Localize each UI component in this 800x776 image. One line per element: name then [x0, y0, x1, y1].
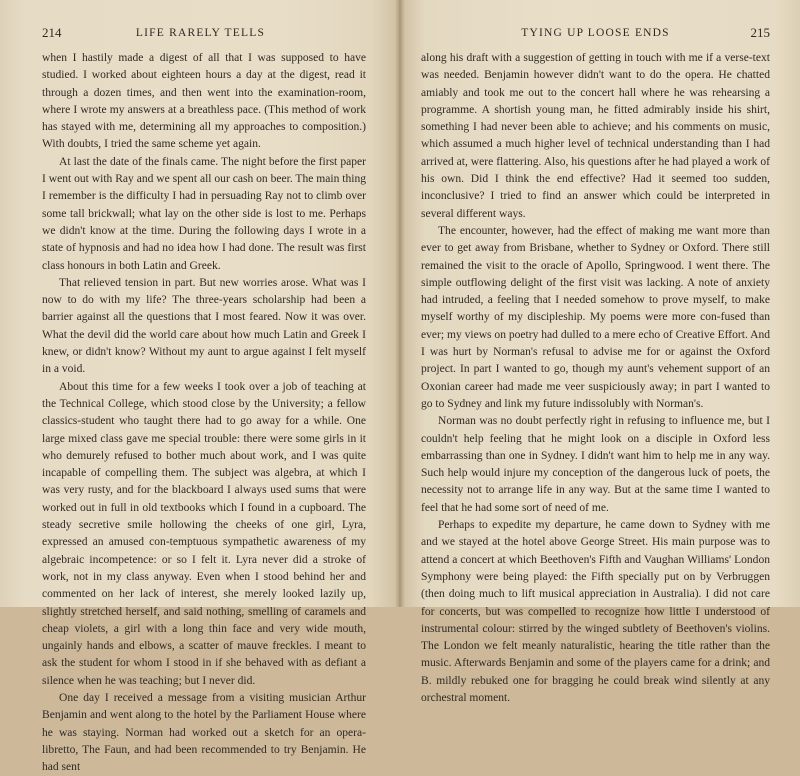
right-running-title: TYING UP LOOSE ENDS: [521, 27, 670, 39]
right-paragraph: The encounter, however, had the effect of making me want more than ever to get away from Brisbane, whether to Sydney or Oxford. There still remained the visit to the oracle of Apollo, Springwood. I went there. The simple outflowing delight of the first visit was lacking. A note of anxiety had intruded, a feeling that I needed somehow to prove myself, to make myself worthy of my discipleship. My poems were more con-fused than ever; my views on poetry had dulled to a mere echo of Creative Effort. And I was hurt by Norman's refusal to advise me for or against the Oxford project. In part I wanted to go, though my aunt's vehement support of an Oxonian career had made me veer suspiciously away; in part I wanted to go to Sydney and link my future indissolubly with Norman's.: [421, 224, 770, 410]
left-page-number: 214: [42, 25, 62, 40]
left-paragraph: About this time for a few weeks I took over a job of teaching at the Technical College, which stood close by the University; a fellow classics-student who taught there had to go away for a while. One large mixed class gave me special trouble: there were some girls in it who demurely refused to bother much about work, and I was quite incapable of compelling them. The subject was algebra, at which I was very rusty, and for the blackboard I always used sums that were worked out in full in old textbooks which I found in a cupboard. The steady secretive smile hollowing the cheeks of one girl, Lyra, expressed an amused con-temptuous sympathetic awareness of my algebraic incompetence: or so I felt it. Lyra never did a stroke of work, not in my class anyway. Even when I stood behind her and commented on her lack of interest, she merely looked lazily up, slightly stretched herself, and said nothing, smelling of caramels and cheap violets, a girl with a long thin face and very wide mouth, ungainly hands and elbows, a scatter of mauve freckles. I meant to ask the student for whom I stood in if she behaved with as defiant a silence when he was teaching; but I never did.: [42, 380, 366, 687]
right-page-body: [421, 50, 770, 707]
right-running-head: [421, 27, 770, 43]
left-paragraph: At last the date of the finals came. The night before the first paper I went out with Ray and we spent all our cash on beer. The main thing I remember is the difficulty I had in persuading Ray not to climb over some tall brickwall; what lay on the other side is lost to me. Perhaps we didn't know at the time. During the following days I wrote in a state of hypnosis and had no idea how I had done. The result was first class honours in both Latin and Greek.: [42, 155, 366, 272]
right-paragraph: Norman was no doubt perfectly right in refusing to influence me, but I couldn't help feeling that he might look on a disciple in Oxford less embarrassing than one in Sydney. I didn't want him to help me in any way. Such help would injure my conception of the dangerous luck of poets, the necessity not to arrange life in any way. But at the same time I wanted to feel that he had some sort of need of me.: [421, 415, 770, 514]
right-page: [401, 0, 800, 704]
left-paragraph: That relieved tension in part. But new worries arose. What was I now to do with my life? The three-years scholarship had been a barrier against all the questions that I most feared. Now it was over. What the devil did the world care about how much Latin and Greek I knew, or didn't know? Without my aunt to argue against I felt myself in a void.: [42, 276, 366, 376]
left-paragraph: One day I received a message from a visiting musician Arthur Benjamin and went along to the hotel by the Parliament House where he was staying. Norman had worked out a sketch for an opera-libretto, The Faun, and had been recommended to try Benjamin. He had sent: [42, 691, 366, 774]
left-page-body: [42, 50, 366, 776]
left-running-title: LIFE RARELY TELLS: [135, 27, 266, 39]
book-gutter: [395, 0, 405, 607]
left-running-head: [42, 27, 359, 43]
right-paragraph: Perhaps to expedite my departure, he came down to Sydney with me and we stayed at the hotel above George Street. His main purpose was to attend a concert at which Beethoven's Fifth and Vaughan Williams' London Symphony were being played: the Fifth specially put on by Verbruggen (then doing much to lift musical appreciation in Australia). I did not care for concerts, but was compelled to recognize how little I understood of instrumental colour: stirred by the winged subtlety of Beethoven's violins. The London we felt meanly naturalistic, hearing the title rather than the music. Afterwards Benjamin and some of the players came for a drink; and B. mildly rebuked one for bragging he could break wind silently at any orchestral moment.: [421, 519, 770, 704]
left-paragraph: when I hastily made a digest of all that I was supposed to have studied. I worked about eighteen hours a day at the digest, read it through a dozen times, and then went into the examination-room, where I wrote my answers at a breathless pace. (This method of work has stayed with me, determining all my approaches to composition.) With doubts, I tried the same scheme yet again.: [42, 52, 366, 151]
right-paragraph: along his draft with a suggestion of getting in touch with me if a verse-text was needed. Benjamin however didn't want to do the opera. He chatted amiably and took me out to the concert hall where he was rehearsing a programme. A shortish young man, he fitted admirably inside his shirt, something I had never been able to achieve; and his comments on music, which assumed a much higher level of technical understanding than I had arrived at, were flattering. Also, his questions after he had played a work of his own. Did I think the end effective? Had it seemed too sudden, inconclusive? I tried to find an answer which could be interpreted in several different ways.: [421, 52, 770, 220]
left-page: [0, 0, 399, 774]
right-page-number: 215: [750, 25, 770, 40]
